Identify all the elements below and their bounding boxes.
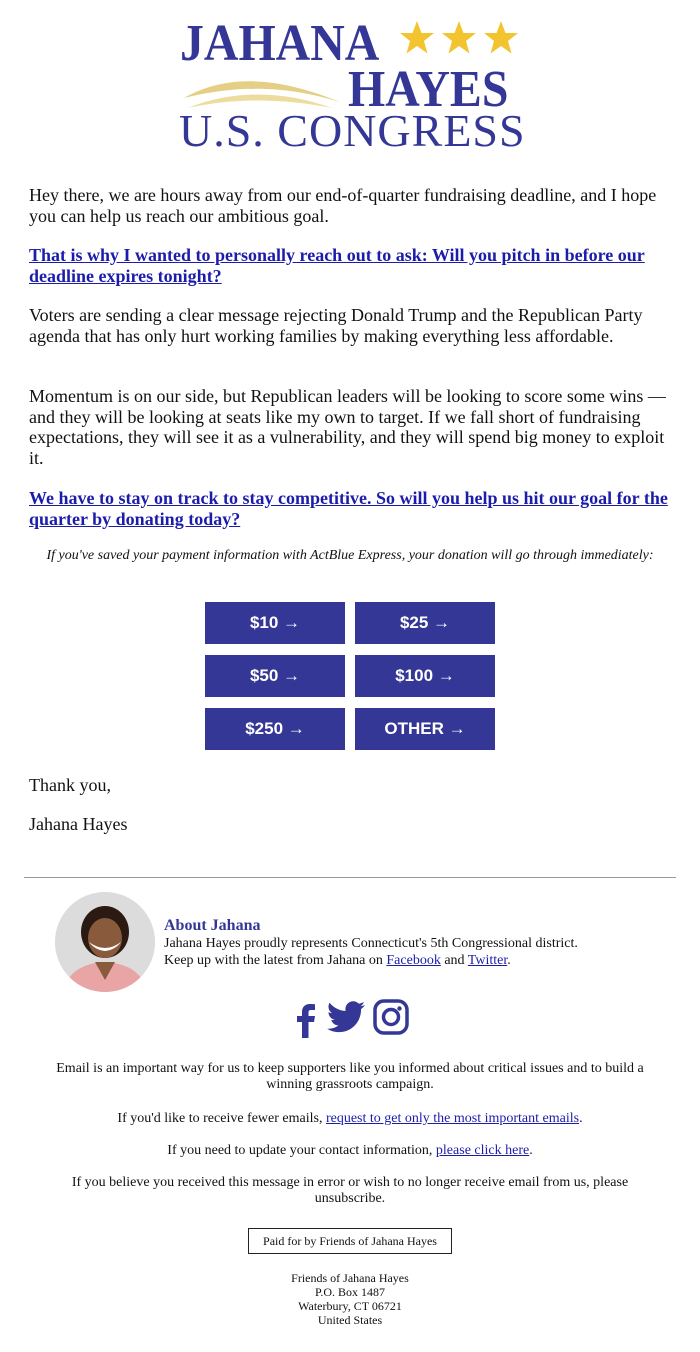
portrait-image: [55, 892, 155, 992]
avatar: [55, 892, 155, 992]
stars-icon: [398, 14, 523, 64]
address-line: Friends of Jahana Hayes: [291, 1271, 409, 1285]
about-line-1: Jahana Hayes proudly represents Connecticut's 5th Congressional district.: [164, 936, 578, 951]
fewer-emails-prefix: If you'd like to receive fewer emails,: [117, 1111, 326, 1126]
donate-today-link[interactable]: We have to stay on track to stay competitive. So will you help us hit our goal for the quarter by donating today?: [29, 488, 668, 529]
donate-25-button[interactable]: $25 →: [355, 602, 495, 644]
campaign-logo: [178, 14, 528, 154]
about-and-text: and: [440, 952, 468, 968]
goal-link-paragraph: [29, 488, 669, 529]
paid-for-disclaimer: Paid for by Friends of Jahana Hayes: [248, 1228, 452, 1254]
about-text: [164, 936, 644, 969]
intro-paragraph: Hey there, we are hours away from our end-of-quarter fundraising deadline, and I hope you can help us reach our ambitious goal.: [29, 185, 657, 226]
unsubscribe-note: If you believe you received this message in error or wish to no longer receive email from us, please unsubscribe.: [71, 1175, 629, 1206]
address-line: Waterbury, CT 06721: [298, 1299, 402, 1313]
about-line-2-prefix: Keep up with the latest from Jahana on: [164, 952, 387, 968]
instagram-icon[interactable]: [372, 996, 410, 1040]
fewer-emails-suffix: .: [579, 1111, 583, 1126]
pitch-in-link[interactable]: That is why I wanted to personally reach out to ask: Will you pitch in before our deadline expires tonight?: [29, 245, 645, 286]
donate-250-button[interactable]: $250 →: [205, 708, 345, 750]
update-contact-note: [50, 1143, 650, 1159]
donate-10-button[interactable]: $10 →: [205, 602, 345, 644]
facebook-icon[interactable]: [291, 996, 321, 1040]
signoff-name: Jahana Hayes: [29, 814, 128, 834]
ask-link-paragraph: [29, 245, 669, 286]
address-line: P.O. Box 1487: [314, 1285, 385, 1299]
update-contact-link[interactable]: please click here: [435, 1143, 530, 1158]
important-emails-link[interactable]: request to get only the most important emails: [325, 1111, 580, 1126]
voters-paragraph: Voters are sending a clear message rejecting Donald Trump and the Republican Party agenda that has only hurt working families by making everything less affordable.: [29, 305, 643, 346]
logo-office: U.S. CONGRESS: [179, 105, 526, 156]
donate-other-button[interactable]: OTHER →: [355, 708, 495, 750]
twitter-icon[interactable]: [325, 996, 367, 1040]
twitter-link[interactable]: Twitter: [467, 952, 508, 968]
about-title: About Jahana: [164, 917, 261, 934]
logo-first-name: JAHANA: [180, 15, 380, 72]
fewer-emails-note: [50, 1111, 650, 1127]
about-line-2-suffix: .: [507, 952, 511, 968]
donate-50-button[interactable]: $50 →: [205, 655, 345, 697]
donate-100-button[interactable]: $100 →: [355, 655, 495, 697]
logo-last-name: HAYES: [348, 61, 509, 118]
gold-swoosh-icon: [182, 68, 342, 110]
about-line-2: [164, 953, 644, 970]
momentum-paragraph: Momentum is on our side, but Republican leaders will be looking to score some wins — and they will be looking at seats like my own to target. If we fall short of fundraising expectations, they will see it as a vulnerability, and they will spend big money to exploit it.: [29, 386, 666, 468]
email-importance-note: Email is an important way for us to keep supporters like you informed about critical issues and to build a winning grassroots campaign.: [56, 1061, 644, 1092]
address-line: United States: [317, 1313, 383, 1327]
facebook-link[interactable]: Facebook: [386, 952, 441, 968]
signoff-thanks: Thank you,: [29, 775, 111, 795]
mailing-address: [200, 1271, 500, 1327]
update-contact-prefix: If you need to update your contact information,: [167, 1143, 436, 1158]
update-contact-suffix: .: [529, 1143, 533, 1158]
footer-divider: [24, 877, 676, 878]
actblue-express-note: If you've saved your payment information with ActBlue Express, your donation will go through immediately:: [46, 548, 654, 563]
